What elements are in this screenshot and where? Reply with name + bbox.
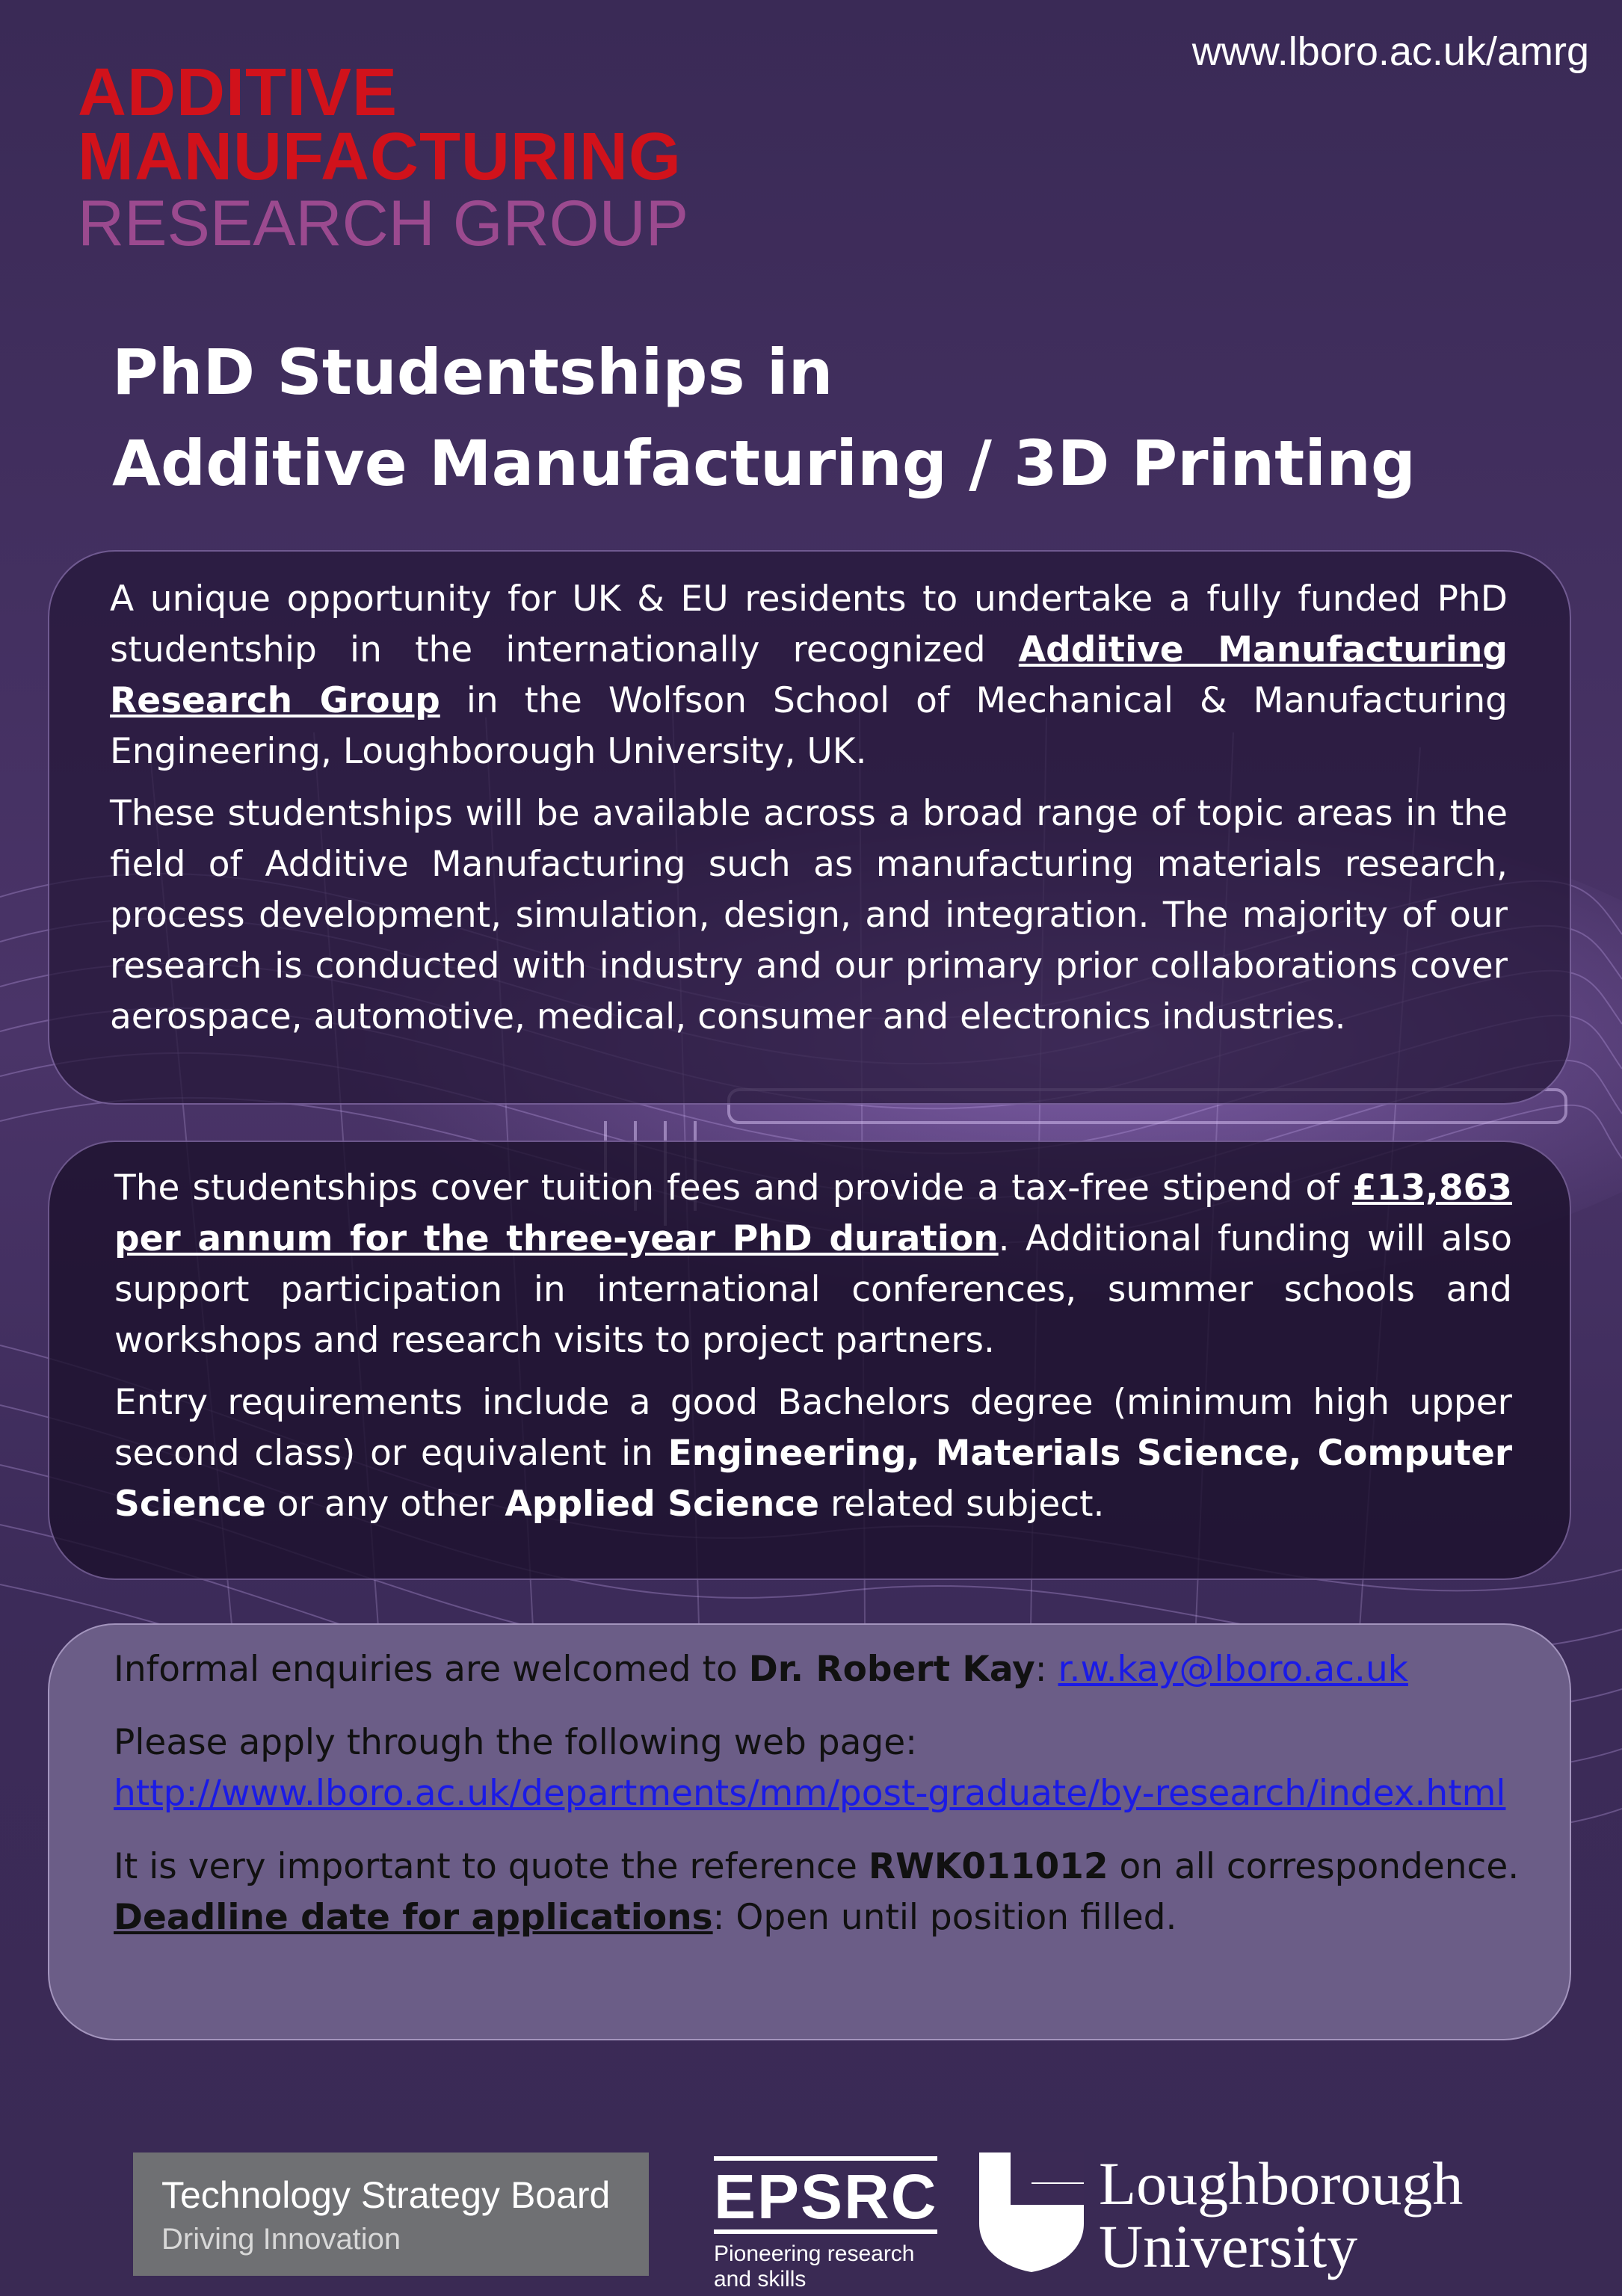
lboro-name: Loughborough University [1099, 2150, 1464, 2280]
title-line-2: Additive Manufacturing / 3D Printing [112, 426, 1416, 500]
subjects-list: Engineering, Materials Science, Computer Science [114, 1433, 1512, 1525]
title-line-1: PhD Studentships in [112, 336, 833, 409]
shield-icon [979, 2152, 1084, 2272]
amrg-link[interactable]: Additive Manufacturing Research Group [110, 629, 1508, 721]
reference-line: It is very important to quote the reference RWK011012 on all correspondence. Deadline date for applications: Open until position filled. [114, 1846, 1520, 1938]
logo-line-research-group: RESEARCH GROUP [78, 188, 689, 259]
epsrc-name: EPSRC [714, 2156, 937, 2234]
epsrc-logo [714, 2156, 937, 2292]
contact-name: Dr. Robert Kay [748, 1649, 1035, 1690]
funding-text [114, 1163, 1512, 1541]
logo-line-additive: ADDITIVE [78, 55, 398, 130]
contact-email-link[interactable]: r.w.kay@lboro.ac.uk [1058, 1649, 1408, 1690]
logo-line-manufacturing: MANUFACTURING [78, 119, 682, 194]
apply-line: Please apply through the following web page: http://www.lboro.ac.uk/departments/mm/post-graduate/by-research/index.html [114, 1722, 1506, 1814]
website-url[interactable]: www.lboro.ac.uk/amrg [1191, 29, 1589, 74]
intro-paragraph-2: These studentships will be available across a broad range of topic areas in the field of Additive Manufacturing such as manufacturing materials research, process development, simulation, design, and integration. The majority of our research is conducted with industry and our primary prior collaborations cover aerospace, automotive, medical, consumer and electronics industries. [110, 793, 1508, 1037]
stipend-amount: £13,863 per annum for the three-year PhD duration [114, 1167, 1512, 1259]
tsb-tagline: Driving Innovation [161, 2223, 401, 2256]
deadline-label: Deadline date for applications [114, 1897, 713, 1938]
intro-text [110, 574, 1508, 1054]
reference-code: RWK011012 [868, 1846, 1108, 1887]
epsrc-tagline: Pioneering research and skills [714, 2241, 915, 2292]
entry-requirements-paragraph: Entry requirements include a good Bachelors degree (minimum high upper second class) or equivalent in Engineering, Materials Science, Computer Science or any other Applied Science related subject. [114, 1382, 1512, 1525]
deadline-text: : Open until position filled. [712, 1897, 1177, 1938]
funding-paragraph-1: The studentships cover tuition fees and provide a tax-free stipend of £13,863 per annum for the three-year PhD duration. Additional funding will also support participation in international conferences, summer schools and workshops and research visits to project partners. [114, 1167, 1512, 1361]
apply-url-link[interactable]: http://www.lboro.ac.uk/departments/mm/post-graduate/by-research/index.html [114, 1773, 1506, 1814]
applied-science: Applied Science [505, 1484, 820, 1525]
amrg-logo [78, 55, 689, 259]
intro-paragraph-1: A unique opportunity for UK & EU residents to undertake a fully funded PhD studentship in the internationally recognized Additive Manufacturing Research Group in the Wolfson School of Mechanical & Manufacturing Engineering, Loughborough University, UK. [110, 578, 1508, 772]
tsb-name: Technology Strategy Board [161, 2174, 611, 2216]
technology-strategy-board-logo [133, 2152, 649, 2276]
page-title [112, 327, 1416, 510]
enquiry-line: Informal enquiries are welcomed to Dr. Robert Kay: r.w.kay@lboro.ac.uk [114, 1649, 1408, 1690]
contact-text [114, 1644, 1534, 1966]
